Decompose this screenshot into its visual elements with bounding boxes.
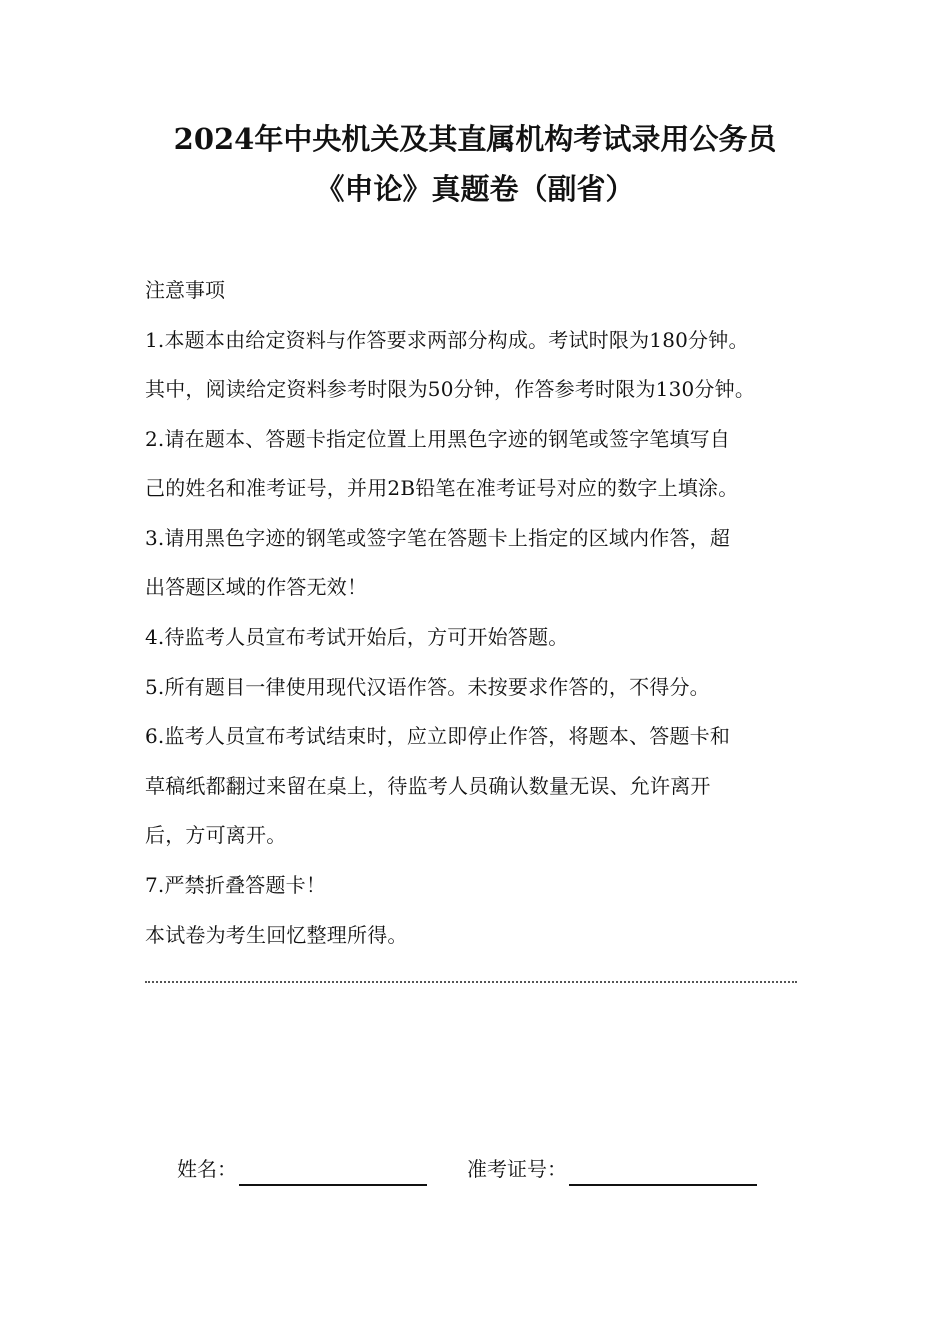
notice-line: 3.请用黑色字迹的钢笔或签字笔在答题卡上指定的区域内作答，超 — [145, 526, 731, 550]
name-label: 姓名： — [177, 1157, 237, 1181]
notice-line: 5.所有题目一律使用现代汉语作答。未按要求作答的，不得分。 — [145, 675, 710, 699]
document-title-line-1: 2024年中央机关及其直属机构考试录用公务员 — [173, 122, 777, 156]
dotted-divider — [145, 981, 797, 983]
notice-line: 出答题区域的作答无效！ — [145, 575, 368, 599]
name-blank-line — [239, 1158, 427, 1186]
name-field — [177, 1152, 427, 1186]
notice-line: 6.监考人员宣布考试结束时，应立即停止作答，将题本、答题卡和 — [145, 724, 731, 748]
notice-line: 本试卷为考生回忆整理所得。 — [145, 923, 408, 947]
notice-heading: 注意事项 — [145, 278, 225, 302]
exam-id-label: 准考证号： — [467, 1157, 567, 1181]
notice-line: 4.待监考人员宣布考试开始后，方可开始答题。 — [145, 625, 569, 649]
exam-id-blank-line — [569, 1158, 757, 1186]
notice-line: 2.请在题本、答题卡指定位置上用黑色字迹的钢笔或签字笔填写自 — [145, 427, 731, 451]
notice-line: 草稿纸都翻过来留在桌上，待监考人员确认数量无误、允许离开 — [145, 774, 711, 798]
notice-line: 其中，阅读给定资料参考时限为50分钟，作答参考时限为130分钟。 — [145, 377, 756, 401]
notice-line: 1.本题本由给定资料与作答要求两部分构成。考试时限为180分钟。 — [145, 328, 749, 352]
notice-line: 己的姓名和准考证号，并用2B铅笔在准考证号对应的数字上填涂。 — [145, 476, 739, 500]
document-title-line-2: 《申论》真题卷（副省） — [315, 172, 635, 206]
notice-line: 7.严禁折叠答题卡！ — [145, 873, 327, 897]
notice-line: 后，方可离开。 — [145, 823, 287, 847]
exam-id-field — [467, 1152, 757, 1186]
